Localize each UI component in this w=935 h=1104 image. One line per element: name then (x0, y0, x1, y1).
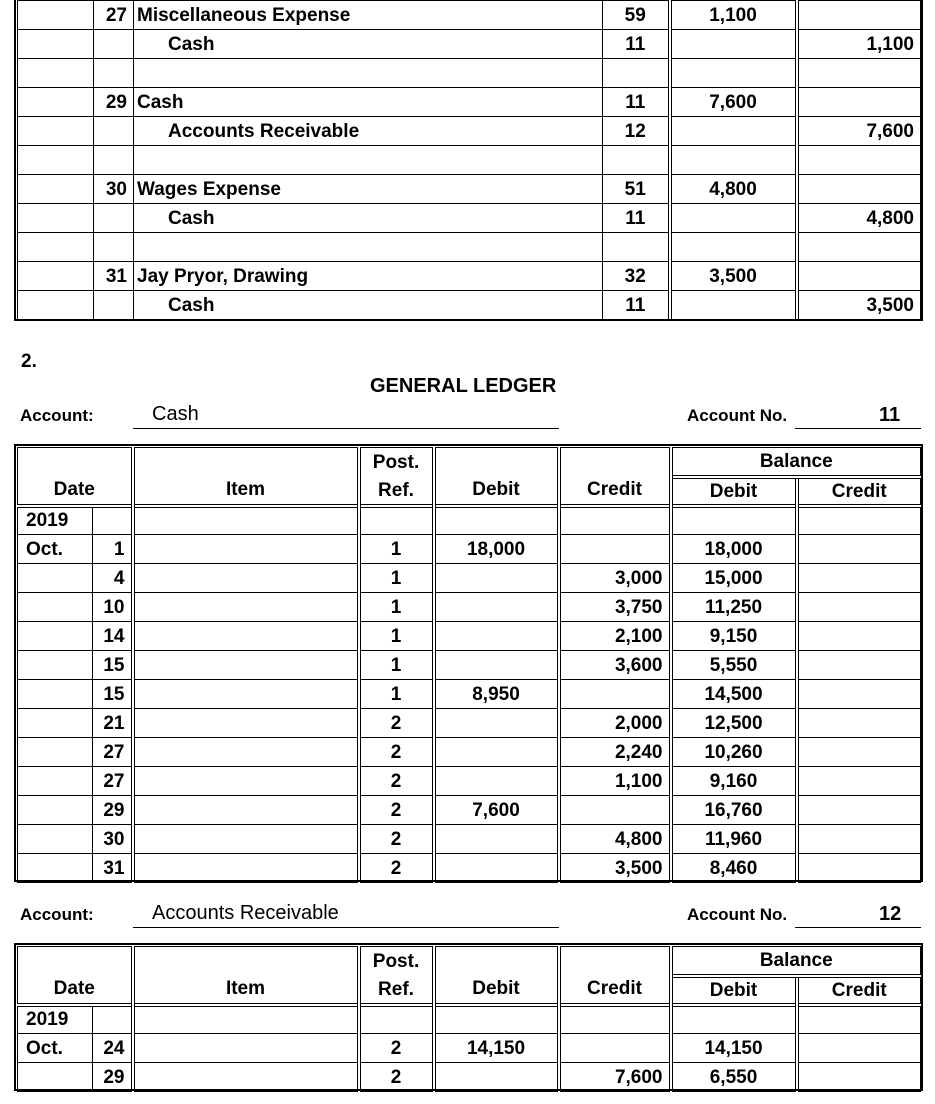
debit-cell: 8,950 (434, 680, 559, 709)
balance-debit-cell: 14,500 (671, 680, 797, 709)
ledger-row (18, 506, 921, 535)
balance-header: Balance (671, 448, 921, 477)
month-cell (18, 680, 93, 709)
date-header: Date (18, 947, 133, 1005)
month-cell (18, 593, 93, 622)
journal-debit-cell: 1,100 (670, 1, 797, 30)
journal-month-cell (18, 30, 94, 59)
balance-debit-cell: 10,260 (671, 738, 797, 767)
journal-month-cell (18, 1, 94, 30)
month-cell (18, 738, 93, 767)
ledger-row (18, 854, 921, 883)
ledger-row (18, 825, 921, 854)
account-name: Accounts Receivable (152, 902, 339, 924)
journal-debit-cell (670, 146, 797, 175)
credit-cell (559, 506, 671, 535)
ledger-row (18, 535, 921, 564)
item-header: Item (133, 448, 359, 506)
balance-debit-header: Debit (671, 477, 797, 506)
credit-cell: 2,100 (559, 622, 671, 651)
journal-description-cell: Cash (134, 88, 603, 117)
journal-day-cell (94, 233, 134, 262)
journal-post-ref-cell: 32 (603, 262, 670, 291)
journal-description-cell: Cash (134, 291, 603, 320)
journal-month-cell (18, 291, 94, 320)
ledger-table-accounts-receivable (17, 946, 921, 1092)
ledger-title: GENERAL LEDGER (370, 375, 557, 397)
journal-row (18, 146, 921, 175)
credit-cell: 1,100 (559, 767, 671, 796)
journal-description-cell (134, 233, 603, 262)
item-cell (133, 1063, 359, 1092)
credit-cell (559, 535, 671, 564)
month-cell (18, 709, 93, 738)
balance-debit-cell: 15,000 (671, 564, 797, 593)
debit-cell (434, 738, 559, 767)
account-label: Account: (20, 905, 94, 924)
journal-day-cell (94, 59, 134, 88)
balance-credit-cell (797, 854, 921, 883)
month-cell (18, 564, 93, 593)
credit-cell: 3,750 (559, 593, 671, 622)
balance-credit-cell (797, 622, 921, 651)
journal-row (18, 291, 921, 320)
item-cell (133, 738, 359, 767)
journal-month-cell (18, 117, 94, 146)
year-cell: 2019 (18, 506, 93, 535)
journal-month-cell (18, 146, 94, 175)
ledger-row (18, 738, 921, 767)
journal-post-ref-cell: 51 (603, 175, 670, 204)
balance-credit-cell (797, 1005, 921, 1034)
post-ref-cell: 2 (359, 709, 434, 738)
journal-post-ref-cell (603, 146, 670, 175)
balance-debit-cell: 12,500 (671, 709, 797, 738)
journal-post-ref-cell: 12 (603, 117, 670, 146)
journal-row (18, 262, 921, 291)
day-cell: 27 (93, 738, 133, 767)
month-cell: Oct. (18, 1034, 93, 1063)
balance-debit-header: Debit (671, 976, 797, 1005)
post-header: Post. (359, 947, 434, 976)
balance-debit-cell: 8,460 (671, 854, 797, 883)
month-cell (18, 825, 93, 854)
post-ref-cell: 1 (359, 622, 434, 651)
item-cell (133, 622, 359, 651)
credit-cell: 3,600 (559, 651, 671, 680)
credit-cell (559, 1034, 671, 1063)
credit-cell: 2,240 (559, 738, 671, 767)
debit-cell: 7,600 (434, 796, 559, 825)
ledger-row (18, 1034, 921, 1063)
debit-header: Debit (434, 947, 559, 1005)
journal-post-ref-cell: 11 (603, 291, 670, 320)
day-cell: 1 (93, 535, 133, 564)
journal-month-cell (18, 175, 94, 204)
journal-day-cell: 29 (94, 88, 134, 117)
post-ref-cell: 2 (359, 738, 434, 767)
item-cell (133, 796, 359, 825)
post-ref-cell (359, 506, 434, 535)
balance-debit-cell (671, 506, 797, 535)
ledger-row (18, 622, 921, 651)
journal-credit-cell: 4,800 (797, 204, 921, 233)
account-label: Account: (20, 406, 94, 425)
item-cell (133, 767, 359, 796)
balance-header: Balance (671, 947, 921, 976)
journal-month-cell (18, 88, 94, 117)
journal-credit-cell (797, 262, 921, 291)
journal-row (18, 204, 921, 233)
month-cell (18, 767, 93, 796)
month-cell (18, 1063, 93, 1092)
journal-month-cell (18, 204, 94, 233)
item-cell (133, 506, 359, 535)
post-ref-cell: 1 (359, 651, 434, 680)
journal-debit-cell: 3,500 (670, 262, 797, 291)
post-ref-cell: 2 (359, 825, 434, 854)
post-ref-cell: 1 (359, 593, 434, 622)
journal-credit-cell (797, 175, 921, 204)
journal-credit-cell (797, 1, 921, 30)
month-cell (18, 854, 93, 883)
post-ref-cell (359, 1005, 434, 1034)
journal-table (17, 0, 921, 320)
account-no-label: Account No. (687, 905, 788, 924)
journal-debit-cell (670, 204, 797, 233)
journal-credit-cell: 7,600 (797, 117, 921, 146)
journal-credit-cell (797, 146, 921, 175)
debit-cell: 18,000 (434, 535, 559, 564)
balance-debit-cell: 9,160 (671, 767, 797, 796)
post-ref-cell: 2 (359, 1034, 434, 1063)
credit-cell (559, 1005, 671, 1034)
date-header: Date (18, 448, 133, 506)
debit-header: Debit (434, 448, 559, 506)
debit-cell (434, 767, 559, 796)
post-ref-cell: 2 (359, 767, 434, 796)
balance-credit-header: Credit (797, 477, 921, 506)
journal-month-cell (18, 262, 94, 291)
item-cell (133, 1034, 359, 1063)
balance-credit-cell (797, 1063, 921, 1092)
debit-cell (434, 651, 559, 680)
journal-day-cell (94, 204, 134, 233)
day-cell: 21 (93, 709, 133, 738)
item-header: Item (133, 947, 359, 1005)
ref-header: Ref. (359, 976, 434, 1005)
credit-header: Credit (559, 947, 671, 1005)
credit-cell: 3,000 (559, 564, 671, 593)
account-name-underline (133, 927, 559, 928)
ledger-row (18, 1063, 921, 1092)
debit-cell (434, 825, 559, 854)
journal-post-ref-cell (603, 59, 670, 88)
debit-cell (434, 622, 559, 651)
month-cell (18, 796, 93, 825)
journal-row (18, 117, 921, 146)
journal-month-cell (18, 59, 94, 88)
balance-credit-header: Credit (797, 976, 921, 1005)
month-cell: Oct. (18, 535, 93, 564)
journal-debit-cell (670, 30, 797, 59)
balance-credit-cell (797, 738, 921, 767)
account-name: Cash (152, 403, 199, 425)
journal-description-cell (134, 59, 603, 88)
account-number-underline (795, 927, 921, 928)
ref-header: Ref. (359, 477, 434, 506)
journal-debit-cell (670, 117, 797, 146)
journal-day-cell: 31 (94, 262, 134, 291)
balance-debit-cell: 6,550 (671, 1063, 797, 1092)
journal-credit-cell (797, 233, 921, 262)
journal-description-cell (134, 146, 603, 175)
journal-description-cell: Cash (134, 204, 603, 233)
day-cell: 15 (93, 680, 133, 709)
day-cell: 29 (93, 796, 133, 825)
day-cell: 24 (93, 1034, 133, 1063)
balance-credit-cell (797, 651, 921, 680)
ledger-table-cash (17, 447, 921, 883)
journal-description-cell: Accounts Receivable (134, 117, 603, 146)
item-cell (133, 680, 359, 709)
ledger-row (18, 767, 921, 796)
ledger-header-row (18, 448, 921, 477)
credit-header: Credit (559, 448, 671, 506)
balance-debit-cell: 5,550 (671, 651, 797, 680)
account-no-label: Account No. (687, 406, 788, 425)
balance-debit-cell: 18,000 (671, 535, 797, 564)
credit-cell: 7,600 (559, 1063, 671, 1092)
debit-cell (434, 1063, 559, 1092)
balance-credit-cell (797, 680, 921, 709)
journal-day-cell (94, 117, 134, 146)
debit-cell (434, 1005, 559, 1034)
post-ref-cell: 1 (359, 535, 434, 564)
day-cell: 27 (93, 767, 133, 796)
item-cell (133, 535, 359, 564)
item-cell (133, 709, 359, 738)
journal-row (18, 88, 921, 117)
item-cell (133, 564, 359, 593)
month-cell (18, 622, 93, 651)
balance-debit-cell: 9,150 (671, 622, 797, 651)
account-name-underline (133, 428, 559, 429)
journal-description-cell: Jay Pryor, Drawing (134, 262, 603, 291)
journal-day-cell (94, 30, 134, 59)
balance-credit-cell (797, 535, 921, 564)
credit-cell: 4,800 (559, 825, 671, 854)
debit-cell (434, 709, 559, 738)
debit-cell (434, 564, 559, 593)
balance-debit-cell: 11,250 (671, 593, 797, 622)
ledger-row (18, 680, 921, 709)
balance-credit-cell (797, 709, 921, 738)
balance-credit-cell (797, 506, 921, 535)
journal-row (18, 30, 921, 59)
post-ref-cell: 2 (359, 796, 434, 825)
balance-credit-cell (797, 1034, 921, 1063)
journal-debit-cell (670, 291, 797, 320)
credit-cell: 3,500 (559, 854, 671, 883)
account-number: 12 (879, 903, 902, 925)
journal-description-cell: Cash (134, 30, 603, 59)
item-cell (133, 825, 359, 854)
item-cell (133, 651, 359, 680)
credit-cell (559, 680, 671, 709)
post-ref-cell: 1 (359, 564, 434, 593)
journal-credit-cell: 1,100 (797, 30, 921, 59)
day-cell: 10 (93, 593, 133, 622)
journal-credit-cell: 3,500 (797, 291, 921, 320)
balance-debit-cell: 14,150 (671, 1034, 797, 1063)
debit-cell: 14,150 (434, 1034, 559, 1063)
journal-credit-cell (797, 88, 921, 117)
journal-post-ref-cell: 11 (603, 30, 670, 59)
journal-post-ref-cell: 11 (603, 204, 670, 233)
journal-day-cell: 27 (94, 1, 134, 30)
ledger-row (18, 709, 921, 738)
debit-cell (434, 506, 559, 535)
year-cell: 2019 (18, 1005, 93, 1034)
balance-credit-cell (797, 825, 921, 854)
journal-day-cell (94, 291, 134, 320)
journal-description-cell: Wages Expense (134, 175, 603, 204)
day-cell: 30 (93, 825, 133, 854)
day-cell: 4 (93, 564, 133, 593)
day-cell: 14 (93, 622, 133, 651)
journal-description-cell: Miscellaneous Expense (134, 1, 603, 30)
journal-debit-cell (670, 59, 797, 88)
item-cell (133, 593, 359, 622)
balance-debit-cell: 11,960 (671, 825, 797, 854)
day-cell (93, 506, 133, 535)
ledger-row (18, 1005, 921, 1034)
day-cell (93, 1005, 133, 1034)
balance-credit-cell (797, 593, 921, 622)
credit-cell: 2,000 (559, 709, 671, 738)
section-number: 2. (21, 351, 37, 372)
balance-credit-cell (797, 796, 921, 825)
credit-cell (559, 796, 671, 825)
journal-debit-cell: 4,800 (670, 175, 797, 204)
day-cell: 31 (93, 854, 133, 883)
balance-debit-cell (671, 1005, 797, 1034)
journal-month-cell (18, 233, 94, 262)
day-cell: 29 (93, 1063, 133, 1092)
ledger-row (18, 651, 921, 680)
day-cell: 15 (93, 651, 133, 680)
account-number-underline (795, 428, 921, 429)
item-cell (133, 1005, 359, 1034)
journal-day-cell (94, 146, 134, 175)
balance-credit-cell (797, 767, 921, 796)
journal-post-ref-cell: 59 (603, 1, 670, 30)
ledger-row (18, 564, 921, 593)
post-ref-cell: 2 (359, 854, 434, 883)
journal-debit-cell (670, 233, 797, 262)
post-ref-cell: 2 (359, 1063, 434, 1092)
ledger-header-row (18, 947, 921, 976)
journal-row (18, 175, 921, 204)
post-header: Post. (359, 448, 434, 477)
journal-debit-cell: 7,600 (670, 88, 797, 117)
journal-post-ref-cell: 11 (603, 88, 670, 117)
journal-post-ref-cell (603, 233, 670, 262)
journal-row (18, 233, 921, 262)
account-number: 11 (879, 404, 901, 426)
balance-credit-cell (797, 564, 921, 593)
month-cell (18, 651, 93, 680)
post-ref-cell: 1 (359, 680, 434, 709)
item-cell (133, 854, 359, 883)
journal-row (18, 1, 921, 30)
journal-row (18, 59, 921, 88)
debit-cell (434, 854, 559, 883)
balance-debit-cell: 16,760 (671, 796, 797, 825)
ledger-row (18, 593, 921, 622)
ledger-row (18, 796, 921, 825)
debit-cell (434, 593, 559, 622)
journal-credit-cell (797, 59, 921, 88)
journal-day-cell: 30 (94, 175, 134, 204)
